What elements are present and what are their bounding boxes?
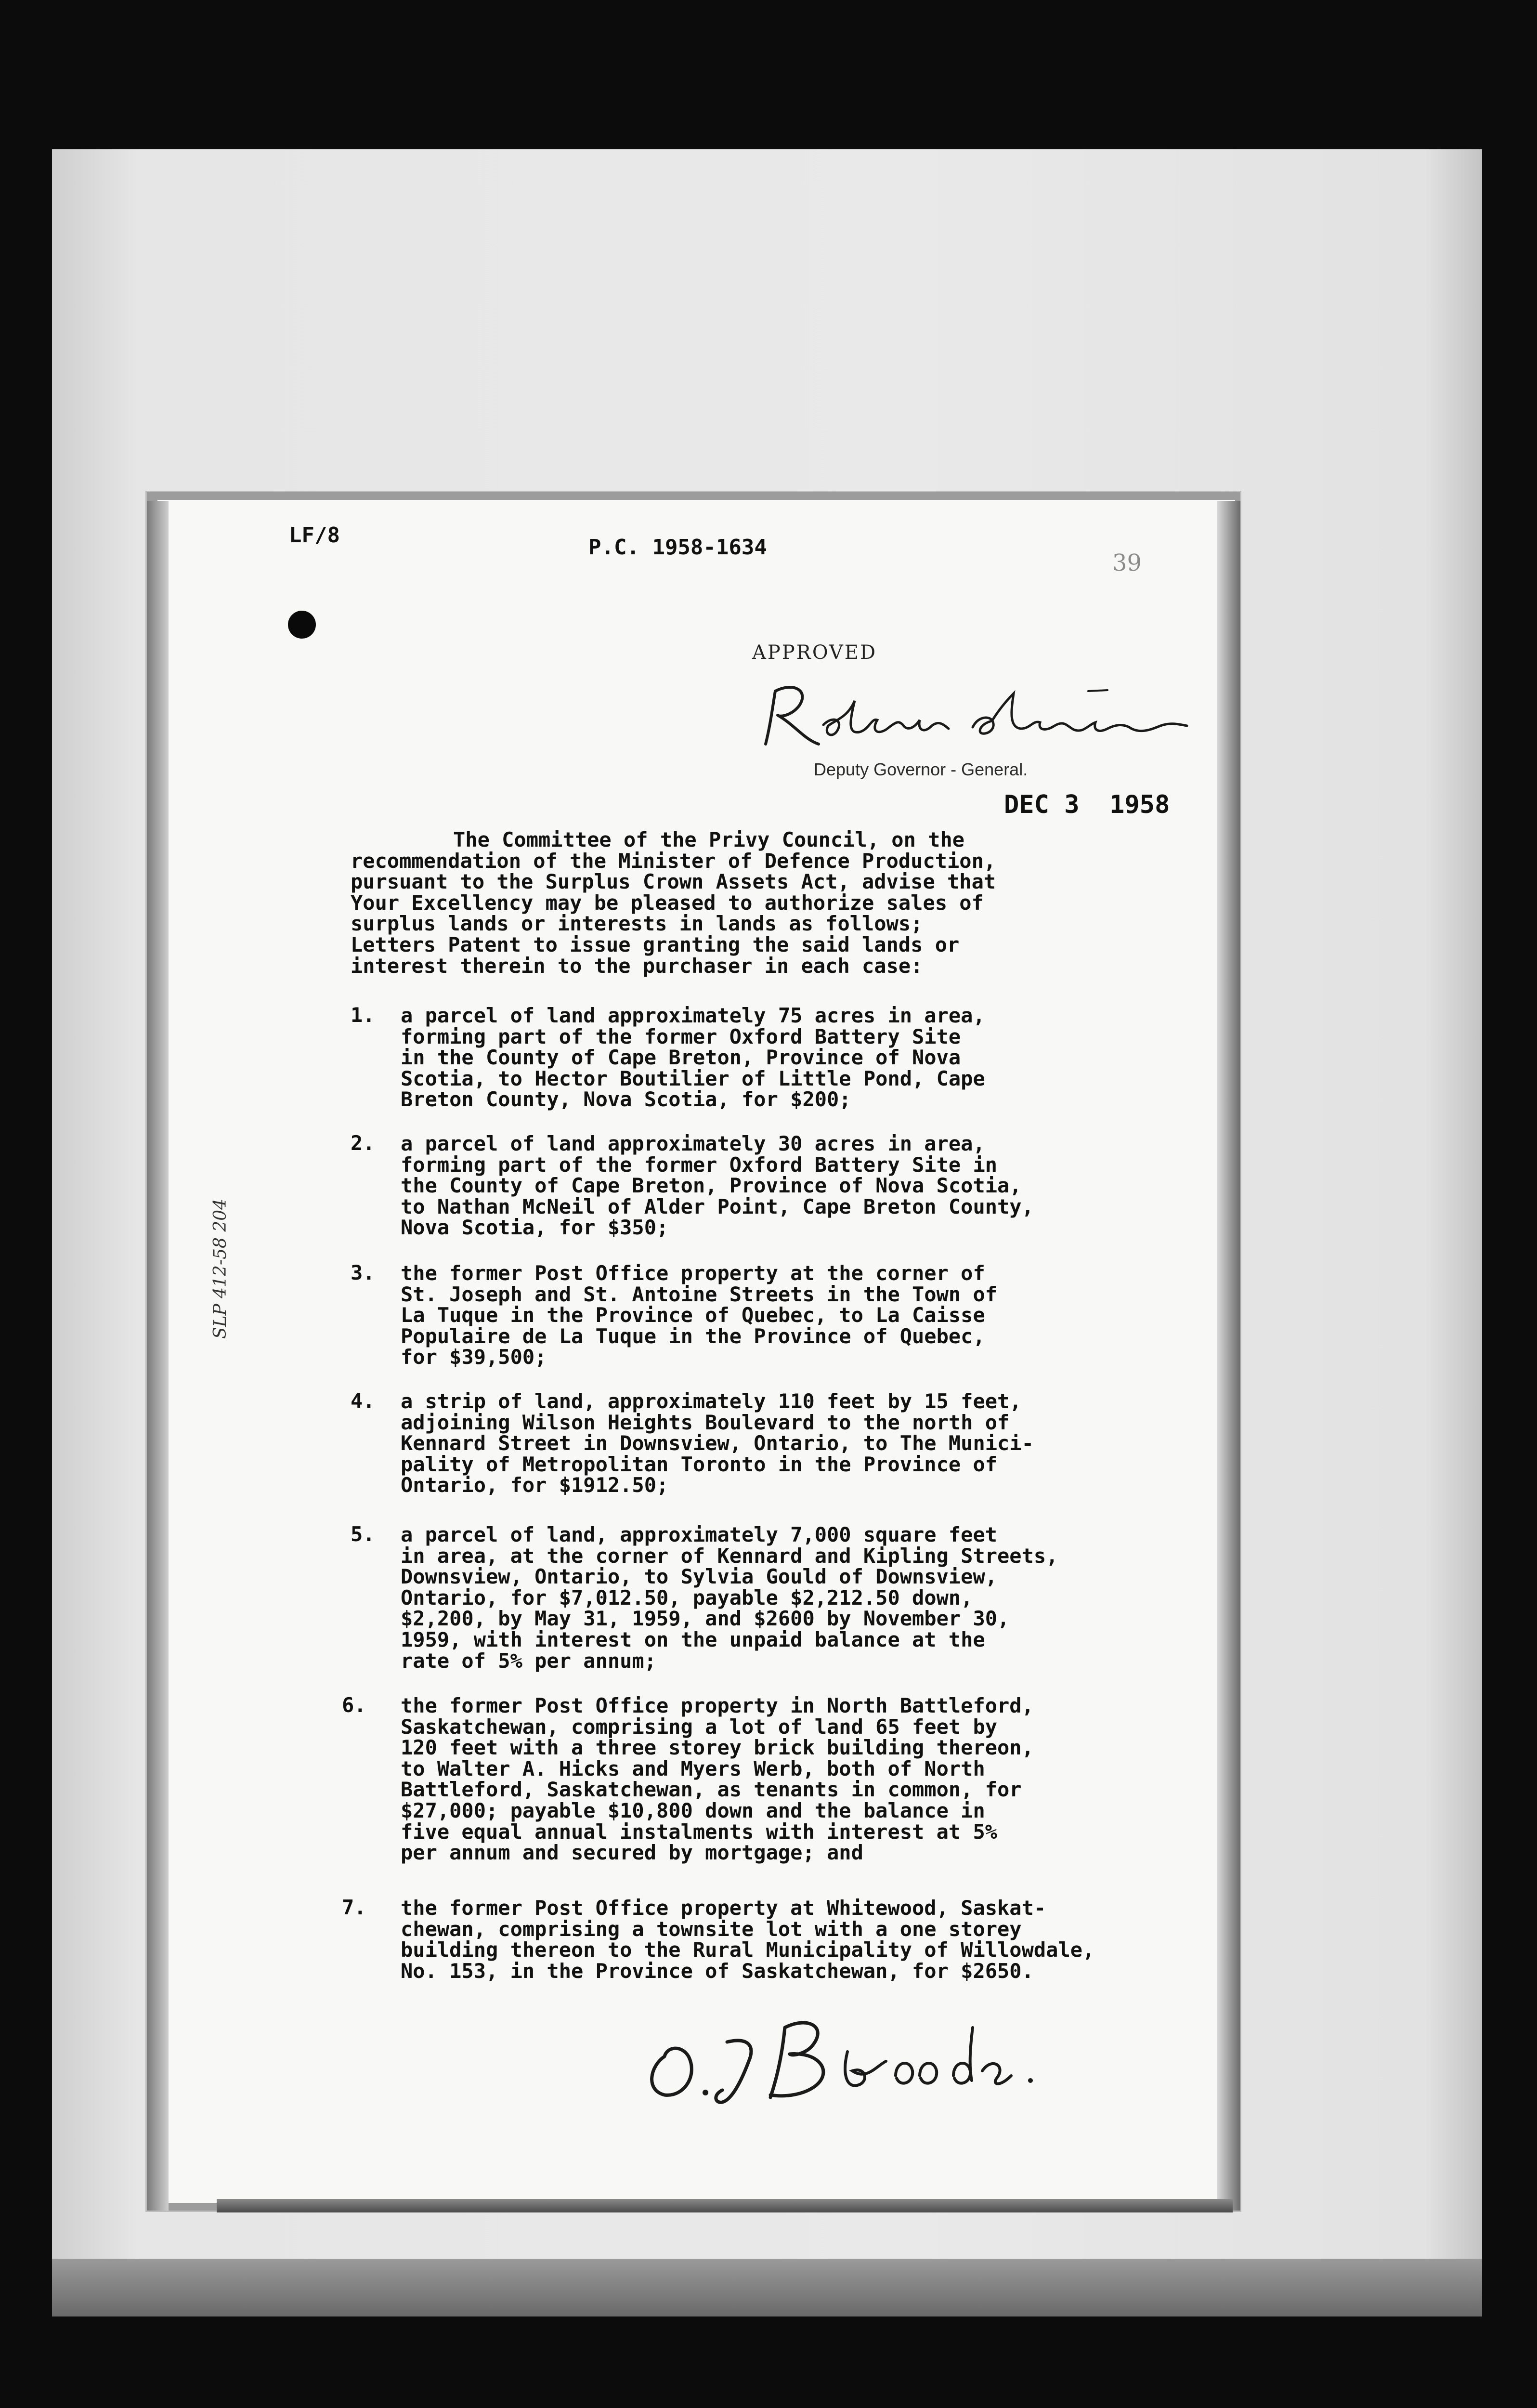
date-stamp-month-day: DEC 3	[1004, 790, 1080, 819]
item-line: Ontario, for $1912.50;	[401, 1473, 669, 1497]
item-line: La Tuque in the Province of Quebec, to La Caisse	[401, 1303, 985, 1327]
preamble	[351, 829, 996, 976]
item-number: 1.	[351, 1003, 375, 1027]
item-number: 2.	[351, 1131, 375, 1155]
item-line: a strip of land, approximately 110 feet by 15 feet,	[401, 1389, 1022, 1413]
list-item	[401, 1005, 985, 1110]
item-line: forming part of the former Oxford Battery Site in	[401, 1152, 998, 1177]
page-edge-right	[1217, 501, 1240, 2211]
item-line: the County of Cape Breton, Province of Nova Scotia,	[401, 1174, 1022, 1198]
item-line: 120 feet with a three storey brick building thereon,	[401, 1736, 1034, 1760]
item-line: $2,200, by May 31, 1959, and $2600 by November 30,	[401, 1607, 1010, 1631]
item-line: the former Post Office property at Whitewood, Saskat-	[401, 1896, 1046, 1920]
file-reference: LF/8	[289, 523, 340, 548]
item-number: 6.	[342, 1693, 366, 1717]
item-line: Battleford, Saskatchewan, as tenants in common, for	[401, 1778, 1022, 1802]
backing-shadow	[52, 2259, 1482, 2316]
punch-hole	[288, 611, 316, 639]
list-item	[401, 1391, 1034, 1496]
item-line: in area, at the corner of Kennard and Kipling Streets,	[401, 1544, 1058, 1568]
item-line: rate of 5% per annum;	[401, 1649, 657, 1673]
page-edge-left	[147, 501, 169, 2211]
item-number: 4.	[351, 1389, 375, 1413]
page-edge-bottom	[217, 2199, 1233, 2212]
item-number: 7.	[342, 1896, 366, 1919]
list-item	[401, 1898, 1094, 1981]
preamble-line: interest therein to the purchaser in each case:	[351, 954, 923, 978]
item-line: building thereon to the Rural Municipality of Willowdale,	[401, 1938, 1095, 1962]
item-line: $27,000; payable $10,800 down and the balance in	[401, 1798, 985, 1822]
item-line: five equal annual instalments with interest at 5%	[401, 1819, 998, 1844]
approved-label: APPROVED	[752, 641, 877, 664]
item-line: No. 153, in the Province of Saskatchewan, for $2650.	[401, 1959, 1034, 1983]
preamble-line: The Committee of the Privy Council, on the	[453, 828, 965, 851]
item-line: the former Post Office property at the corner of	[401, 1261, 985, 1285]
preamble-line: pursuant to the Surplus Crown Assets Act, advise that	[351, 870, 996, 894]
item-line: Nova Scotia, for $350;	[401, 1216, 669, 1240]
approval-signature	[751, 672, 1194, 759]
order-number: P.C. 1958-1634	[588, 535, 767, 560]
list-item	[401, 1133, 1034, 1238]
item-line: Scotia, to Hector Boutilier of Little Pond, Cape	[401, 1066, 985, 1090]
item-line: Breton County, Nova Scotia, for $200;	[401, 1087, 851, 1112]
margin-handwritten-note: SLP 412-58 204	[210, 1198, 230, 1339]
item-number: 5.	[351, 1522, 375, 1546]
item-line: Ontario, for $7,012.50, payable $2,212.50 down,	[401, 1585, 973, 1610]
item-line: per annum and secured by mortgage; and	[401, 1841, 863, 1865]
preamble-line: recommendation of the Minister of Defence Production,	[351, 849, 996, 873]
item-number: 3.	[351, 1261, 375, 1284]
item-line: adjoining Wilson Heights Boulevard to the north of	[401, 1410, 1010, 1434]
item-line: chewan, comprising a townsite lot with a one storey	[401, 1917, 1022, 1941]
date-stamp	[1004, 792, 1170, 817]
page-number: 39	[1112, 550, 1142, 576]
item-line: Populaire de La Tuque in the Province of Quebec,	[401, 1324, 985, 1348]
preamble-line: Letters Patent to issue granting the said lands or	[351, 932, 960, 956]
item-line: 1959, with interest on the unpaid balance at the	[401, 1627, 985, 1651]
date-stamp-year: 1958	[1109, 790, 1170, 819]
preamble-line: surplus lands or interests in lands as follows;	[351, 912, 923, 936]
item-line: a parcel of land, approximately 7,000 square feet	[401, 1523, 998, 1546]
item-line: Kennard Street in Downsview, Ontario, to The Munici-	[401, 1431, 1034, 1455]
item-line: a parcel of land approximately 75 acres in area,	[401, 1004, 985, 1027]
item-line: St. Joseph and St. Antoine Streets in the Town of	[401, 1282, 998, 1306]
preamble-line: Your Excellency may be pleased to authorize sales of	[351, 890, 984, 915]
item-line: forming part of the former Oxford Battery Site	[401, 1024, 961, 1048]
item-line: to Walter A. Hicks and Myers Werb, both of North	[401, 1756, 985, 1780]
item-line: pality of Metropolitan Toronto in the Province of	[401, 1452, 998, 1476]
item-line: the former Post Office property in North Battleford,	[401, 1694, 1034, 1717]
bottom-signature	[626, 1999, 1059, 2109]
item-line: Downsview, Ontario, to Sylvia Gould of Downsview,	[401, 1565, 998, 1589]
item-line: Saskatchewan, comprising a lot of land 65 feet by	[401, 1714, 998, 1739]
item-line: a parcel of land approximately 30 acres in area,	[401, 1132, 985, 1155]
item-line: in the County of Cape Breton, Province of Nova	[401, 1046, 961, 1070]
list-item	[401, 1263, 997, 1368]
item-line: to Nathan McNeil of Alder Point, Cape Breton County,	[401, 1194, 1034, 1218]
list-item	[401, 1695, 1034, 1863]
deputy-governor-title: Deputy Governor - General.	[814, 759, 1028, 779]
item-line: for $39,500;	[401, 1345, 547, 1369]
list-item	[401, 1524, 1058, 1671]
